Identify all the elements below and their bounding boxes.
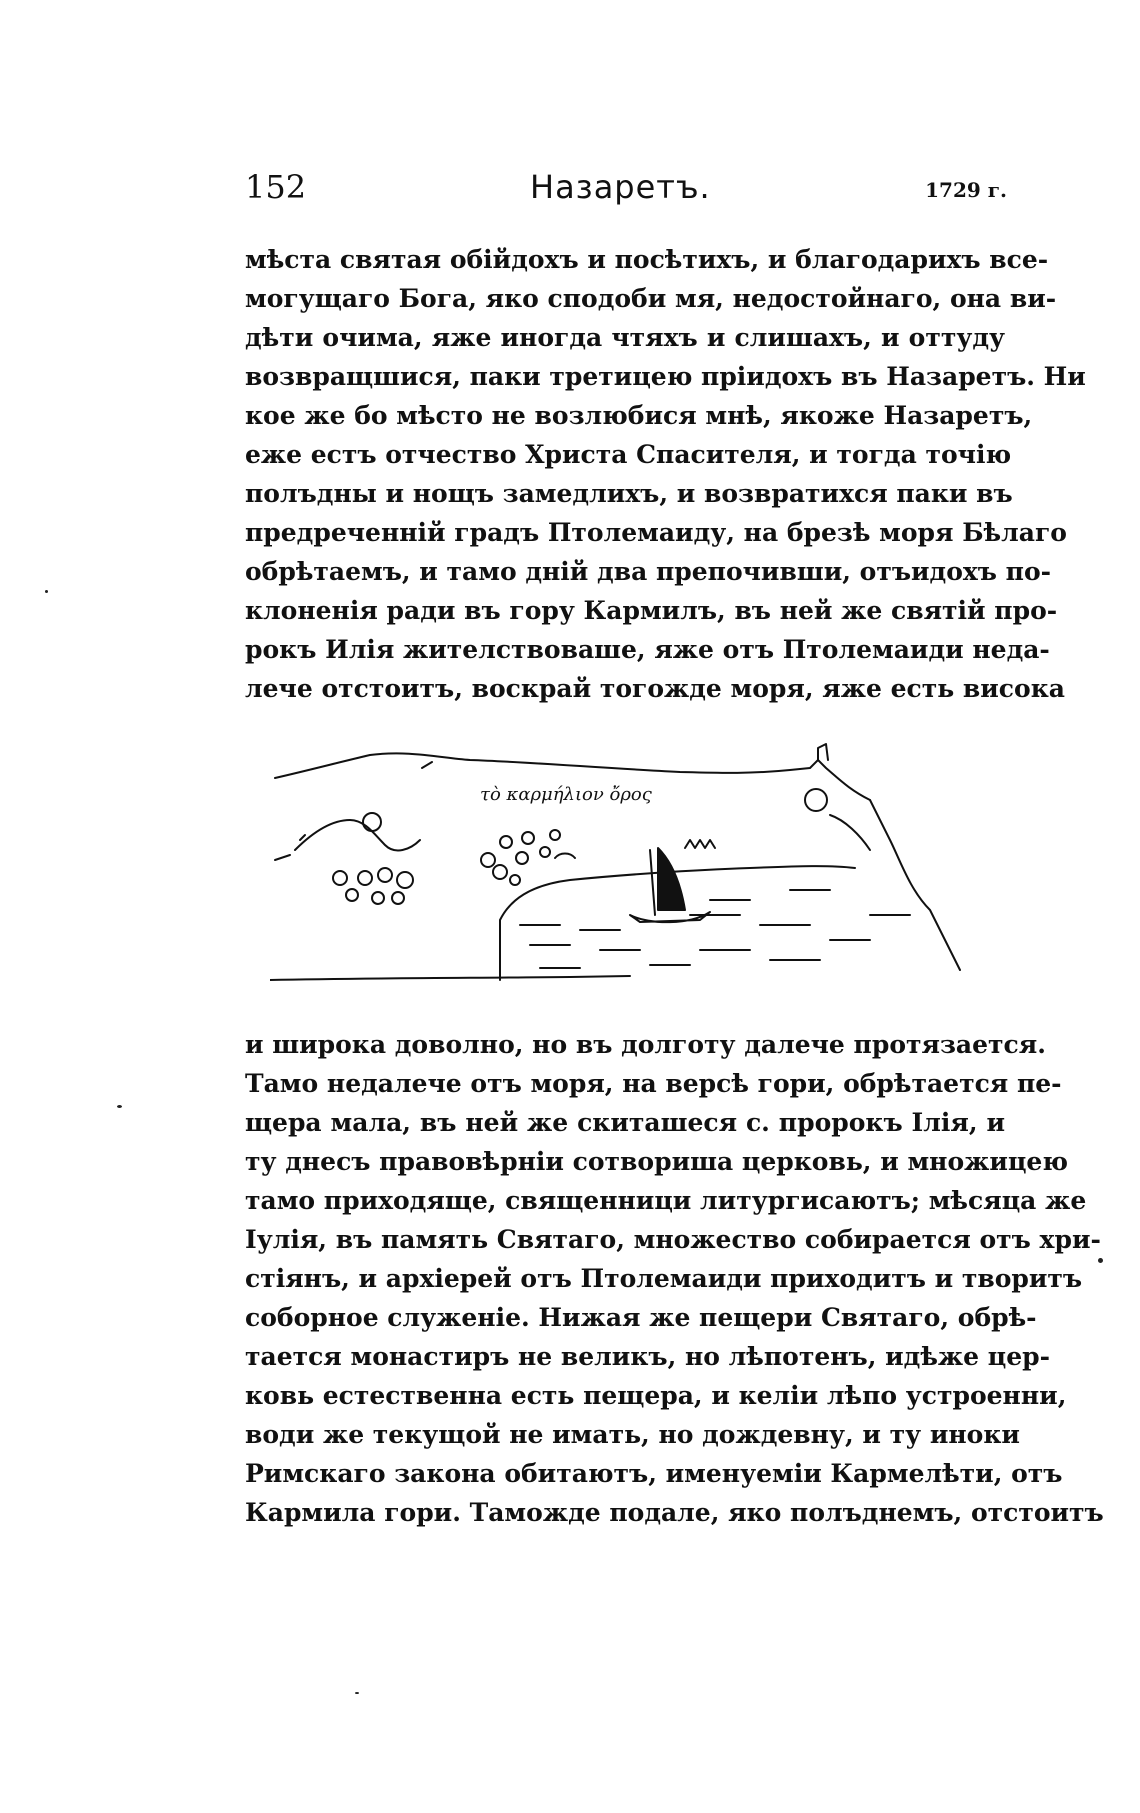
tree-icon bbox=[510, 875, 520, 885]
tree-icon bbox=[540, 847, 550, 857]
text-line: щера мала, въ ней же скиташеся с. пророкъ Ілія, и bbox=[245, 1108, 1005, 1137]
text-block-lower bbox=[245, 1025, 1104, 1532]
tree-icon bbox=[378, 868, 392, 882]
text-line: ту днесъ правовѣрніи сотвориша церковь, и множицею bbox=[245, 1147, 1068, 1176]
tree-icon bbox=[805, 789, 827, 811]
text-line: возвращшися, паки третицею пріидохъ въ Назаретъ. Ни bbox=[245, 362, 1086, 391]
tree-icon bbox=[550, 830, 560, 840]
text-line: еже естъ отчество Христа Спасителя, и тогда точію bbox=[245, 440, 1012, 469]
text-line: клоненія ради въ гору Кармилъ, въ ней же святій про- bbox=[245, 596, 1058, 625]
text-line: води же текущой не имать, но дождевну, и ту иноки bbox=[245, 1420, 1020, 1449]
text-line: Кармила гори. Таможде подале, яко полъднемъ, отстоитъ bbox=[245, 1498, 1104, 1527]
text-line: полъдны и нощъ замедлихъ, и возвратихся паки въ bbox=[245, 479, 1013, 508]
tree-icon bbox=[333, 871, 347, 885]
tree-icon bbox=[522, 832, 534, 844]
text-line: предреченній градъ Птолемаиду, на брезѣ моря Бѣлаго bbox=[245, 518, 1067, 547]
text-line: мѣста святая обійдохъ и посѣтихъ, и благодарихъ все- bbox=[245, 245, 1049, 274]
text-line: обрѣтаемъ, и тамо дній два препочивши, отъидохъ по- bbox=[245, 557, 1052, 586]
text-line: тается монастиръ не великъ, но лѣпотенъ, идѣже цер- bbox=[245, 1342, 1050, 1371]
water-lines bbox=[520, 890, 910, 968]
bottom-line bbox=[270, 976, 630, 980]
text-line: Римскаго закона обитаютъ, именуеміи Кармелѣти, отъ bbox=[245, 1459, 1063, 1488]
text-line: тамо приходяще, священници литургисаютъ; мѣсяца же bbox=[245, 1186, 1087, 1215]
boat-icon bbox=[630, 912, 710, 922]
text-line: и широка доволно, но въ долготу далече протязается. bbox=[245, 1030, 1046, 1059]
running-title: Назаретъ. bbox=[530, 168, 711, 206]
sail-icon bbox=[650, 848, 685, 915]
tree-icon bbox=[516, 852, 528, 864]
scan-speck bbox=[45, 590, 48, 593]
tree-icon bbox=[363, 813, 381, 831]
mount-carmel-illustration bbox=[270, 740, 990, 990]
tree-icon bbox=[481, 853, 495, 867]
year-label: 1729 г. bbox=[925, 178, 1007, 202]
tree-icon bbox=[500, 836, 512, 848]
tree-icon bbox=[346, 889, 358, 901]
tree-icon bbox=[358, 871, 372, 885]
tree-icon bbox=[397, 872, 413, 888]
scan-speck bbox=[117, 1105, 122, 1108]
illustration-caption: τὸ καρμήλιον ὄρος bbox=[480, 784, 652, 805]
text-line: рокъ Илія жителствоваше, яже отъ Птолемаиди неда- bbox=[245, 635, 1050, 664]
text-line: могущаго Бога, яко сподоби мя, недостойнаго, она ви- bbox=[245, 284, 1057, 313]
text-block-upper bbox=[245, 240, 1086, 708]
left-hill bbox=[275, 855, 290, 860]
text-line: Іулія, въ память Святаго, множество собирается отъ хри- bbox=[245, 1225, 1101, 1254]
text-line: стіянъ, и архіерей отъ Птолемаиди приходитъ и творитъ bbox=[245, 1264, 1083, 1293]
chapel-icon bbox=[818, 744, 828, 760]
right-cliff bbox=[870, 800, 960, 970]
tree-icon bbox=[493, 865, 507, 879]
text-line: дѣти очима, яже иногда чтяхъ и слишахъ, и оттуду bbox=[245, 323, 1005, 352]
page-number: 152 bbox=[245, 168, 307, 206]
text-line: лече отстоитъ, воскрай тогожде моря, яже есть висока bbox=[245, 674, 1065, 703]
page-header bbox=[245, 168, 1007, 218]
text-line: ковь естественна есть пещера, и келіи лѣпо устроенни, bbox=[245, 1381, 1067, 1410]
tree-icon bbox=[372, 892, 384, 904]
text-line: соборное служеніе. Нижая же пещери Святаго, обрѣ- bbox=[245, 1303, 1037, 1332]
text-line: Тамо недалече отъ моря, на версѣ гори, обрѣтается пе- bbox=[245, 1069, 1062, 1098]
scan-speck bbox=[1098, 1258, 1103, 1263]
scan-speck bbox=[355, 1692, 359, 1694]
tree-icon bbox=[392, 892, 404, 904]
text-line: кое же бо мѣсто не возлюбися мнѣ, якоже Назаретъ, bbox=[245, 401, 1033, 430]
sketch-drawing bbox=[270, 740, 990, 990]
